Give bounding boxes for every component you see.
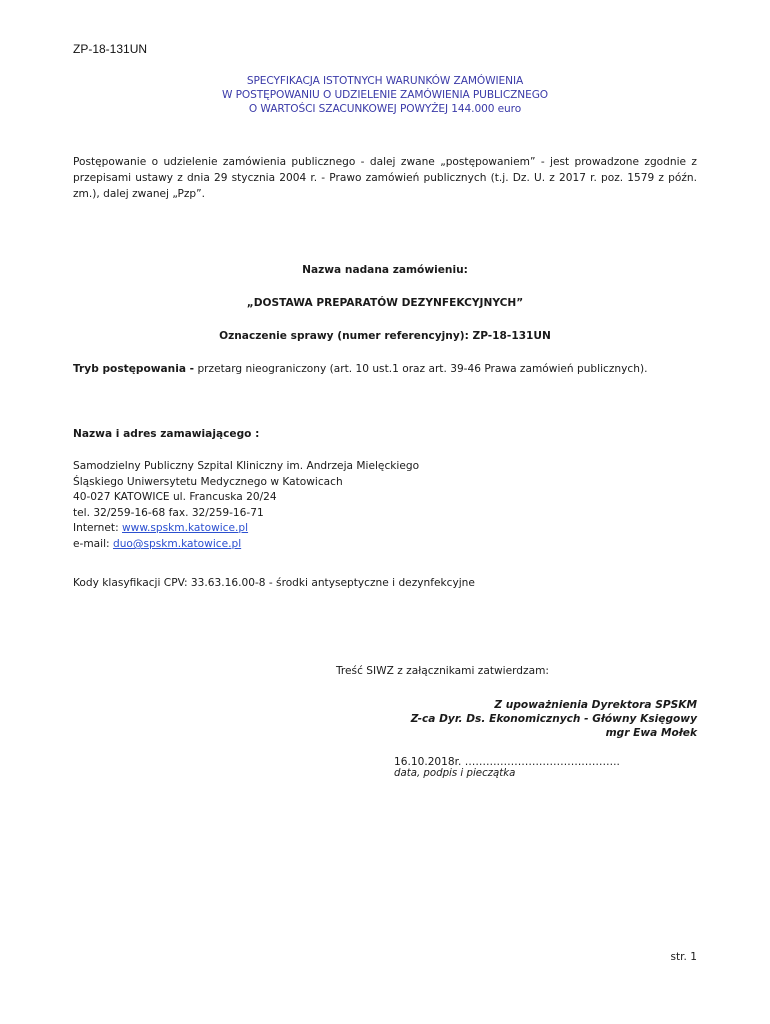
document-id: ZP-18-131UN xyxy=(73,42,148,56)
address-line-3: 40-027 KATOWICE ul. Francuska 20/24 xyxy=(73,491,277,504)
address-line-1: Samodzielny Publiczny Szpital Kliniczny im. Andrzeja Mielęckiego xyxy=(73,460,420,472)
document-title xyxy=(73,74,697,116)
email-link[interactable]: duo@spskm.katowice.pl xyxy=(112,537,242,550)
title-line-1: SPECYFIKACJA ISTOTNYCH WARUNKÓW ZAMÓWIENIA xyxy=(246,75,524,87)
contracting-authority-heading: Nazwa i adres zamawiającego : xyxy=(73,428,260,440)
internet-label: Internet: xyxy=(73,522,123,535)
reference-number: Oznaczenie sprawy (numer referencyjny): ZP-18-131UN xyxy=(219,330,551,342)
approval-statement: Treść SIWZ z załącznikami zatwierdzam: xyxy=(336,665,549,677)
signature-block xyxy=(300,698,697,740)
email-label: e-mail: xyxy=(73,537,113,550)
email-line xyxy=(73,537,697,553)
date-signature-line: 16.10.2018r. …………………………………….. xyxy=(394,756,620,768)
title-line-3: O WARTOŚCI SZACUNKOWEJ POWYŻEJ 144.000 euro xyxy=(248,103,522,115)
signature-name: mgr Ewa Mołek xyxy=(605,727,697,739)
order-name-label: Nazwa nadana zamówieniu: xyxy=(302,264,468,276)
procedure-text: przetarg nieograniczony (art. 10 ust.1 oraz art. 39-46 Prawa zamówień publicznych). xyxy=(194,363,648,375)
contracting-authority-address xyxy=(73,459,697,553)
signature-line-1: Z upoważnienia Dyrektora SPSKM xyxy=(494,699,697,711)
internet-line xyxy=(73,521,697,537)
title-line-2: W POSTĘPOWANIU O UDZIELENIE ZAMÓWIENIA PUBLICZNEGO xyxy=(221,89,549,101)
website-link[interactable]: www.spskm.katowice.pl xyxy=(122,522,249,535)
date-caption: data, podpis i pieczątka xyxy=(394,768,516,779)
procedure-mode xyxy=(73,363,697,375)
signature-line-2: Z-ca Dyr. Ds. Ekonomicznych - Główny Księgowy xyxy=(410,713,697,725)
page-number: str. 1 xyxy=(670,951,697,963)
address-line-2: Śląskiego Uniwersytetu Medycznego w Katowicach xyxy=(73,475,343,488)
intro-paragraph: Postępowanie o udzielenie zamówienia publicznego - dalej zwane „postępowaniem” - jest prowadzone zgodnie z przepisami ustawy z dnia 29 stycznia 2004 r. - Prawo zamówień publicznych (t.j. Dz. U. z 2017 r. poz. 1579 z późn. zm.), dalej zwanej „Pzp”. xyxy=(73,156,697,200)
phone-fax-line: tel. 32/259-16-68 fax. 32/259-16-71 xyxy=(73,506,264,519)
cpv-codes: Kody klasyfikacji CPV: 33.63.16.00-8 - środki antyseptyczne i dezynfekcyjne xyxy=(73,577,475,589)
procedure-label: Tryb postępowania - xyxy=(73,363,195,375)
order-name: „DOSTAWA PREPARATÓW DEZYNFEKCYJNYCH” xyxy=(246,297,524,309)
